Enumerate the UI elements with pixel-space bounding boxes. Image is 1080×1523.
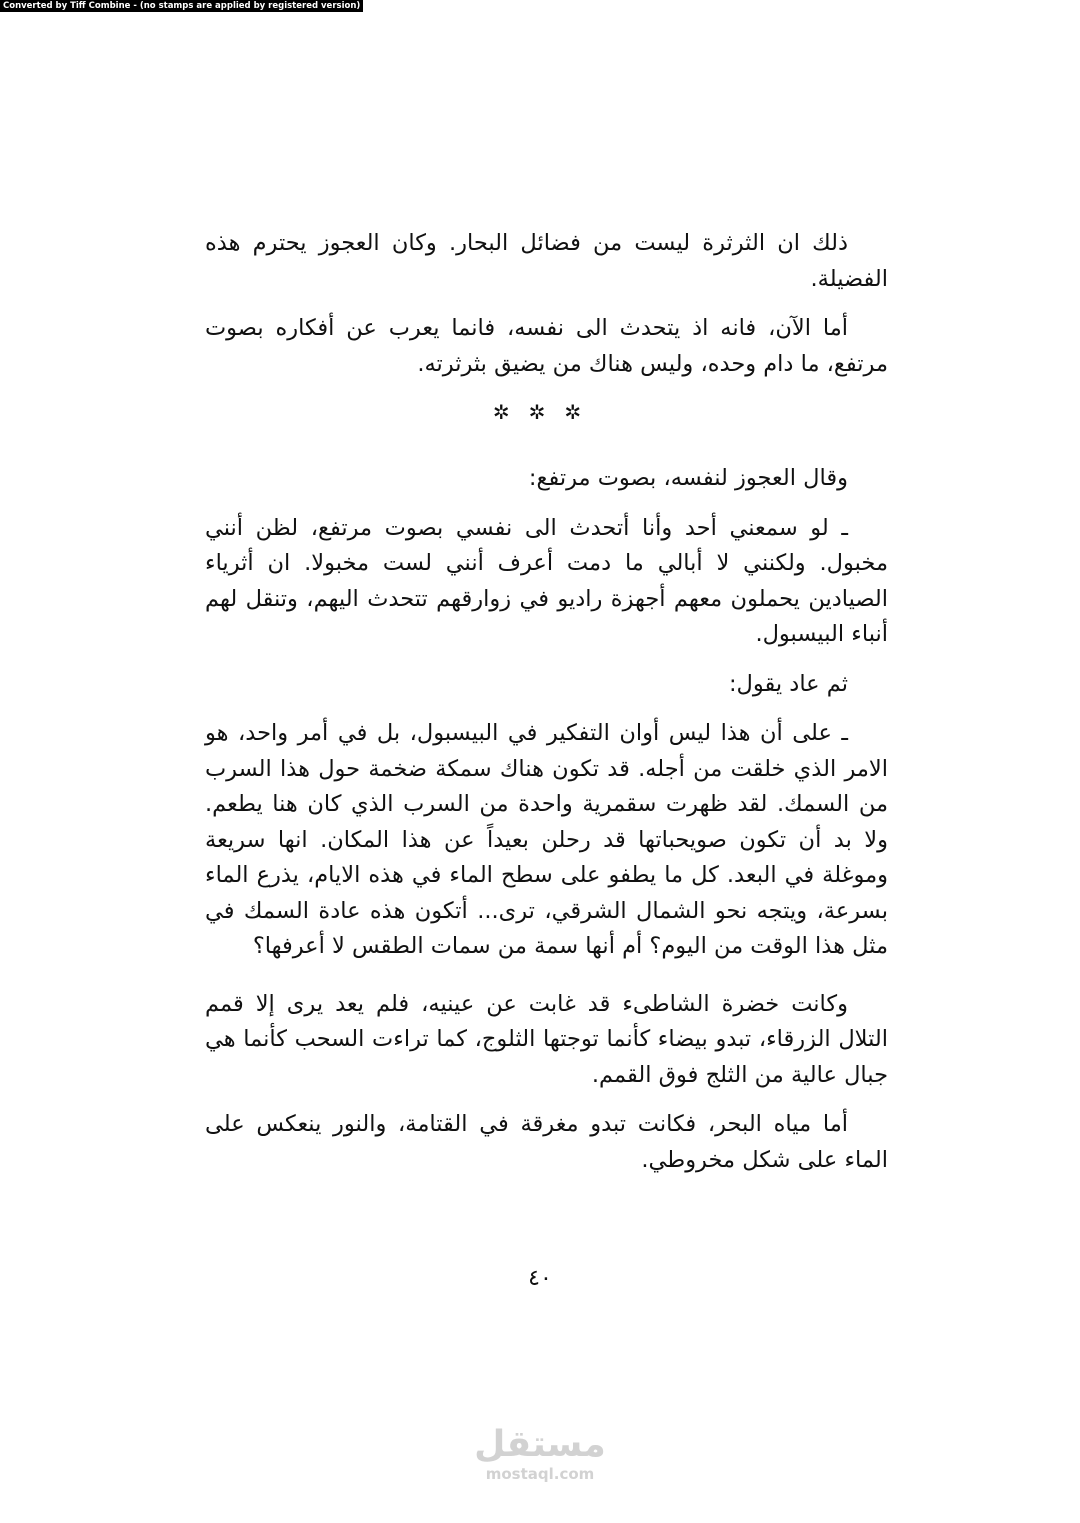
paragraph: وقال العجوز لنفسه، بصوت مرتفع: — [528, 465, 848, 491]
paragraph: ذلك ان الثرثرة ليست من فضائل البحار. وكان العجوز يحترم هذه الفضيلة. — [205, 230, 888, 292]
watermark-logo — [470, 1425, 610, 1483]
text-block-main — [205, 461, 888, 1178]
text-block-top — [205, 226, 888, 382]
section-separator: ✲ ✲ ✲ — [492, 400, 588, 424]
watermark-site: mostaql.com — [485, 1465, 595, 1483]
dialogue-paragraph: ـ على أن هذا ليس أوان التفكير في البيسبول، بل في أمر واحد، هو الامر الذي خلقت من أجله. قد تكون هناك سمكة ضخمة حول هذا السرب من السمك. لقد ظهرت سقمرية واحدة من السرب الذي كان هنا يطعم. ولا بد أن تكون صويحباتها قد رحلن بعيداً عن هذا المكان. انها سريعة وموغلة في البعد. كل ما يطفو على سطح الماء في هذه الايام، يذرع الماء بسرعة، ويتجه نحو الشمال الشرقي، ترى... أتكون هذه عادة السمك في مثل هذا الوقت من اليوم؟ أم أنها سمة من سمات الطقس لا أعرفها؟ — [205, 720, 888, 959]
conversion-banner: Converted by Tiff Combine - (no stamps are applied by registered version) — [0, 0, 363, 12]
watermark-logo-text: مستقل — [474, 1424, 606, 1465]
dialogue-paragraph: ـ لو سمعني أحد وأنا أتحدث الى نفسي بصوت مرتفع، لظن أنني مخبول. ولكنني لا أبالي ما دمت أعرف أنني لست مخبولا. ان أثرياء الصيادين يحملون معهم أجهزة راديو في زوارقهم تتحدث اليهم، وتنقل لهم أنباء البيسبول. — [205, 514, 888, 647]
page-number: ٤٠ — [528, 1266, 552, 1291]
paragraph: أما الآن، فانه اذ يتحدث الى نفسه، فانما يعرب عن أفكاره بصوت مرتفع، ما دام وحده، وليس هناك من يضيق بثرثرته. — [205, 315, 888, 377]
paragraph: وكانت خضرة الشاطىء قد غابت عن عينيه، فلم يعد يرى إلا قمم التلال الزرقاء، تبدو بيضاء كأنما توجتها الثلوج، كما تراءت السحب كأنما هي جبال عالية من الثلج فوق القمم. — [205, 990, 888, 1088]
paragraph: أما مياه البحر، فكانت تبدو مغرقة في القتامة، والنور ينعكس على الماء على شكل مخروطي. — [205, 1111, 888, 1173]
paragraph: ثم عاد يقول: — [728, 670, 848, 697]
